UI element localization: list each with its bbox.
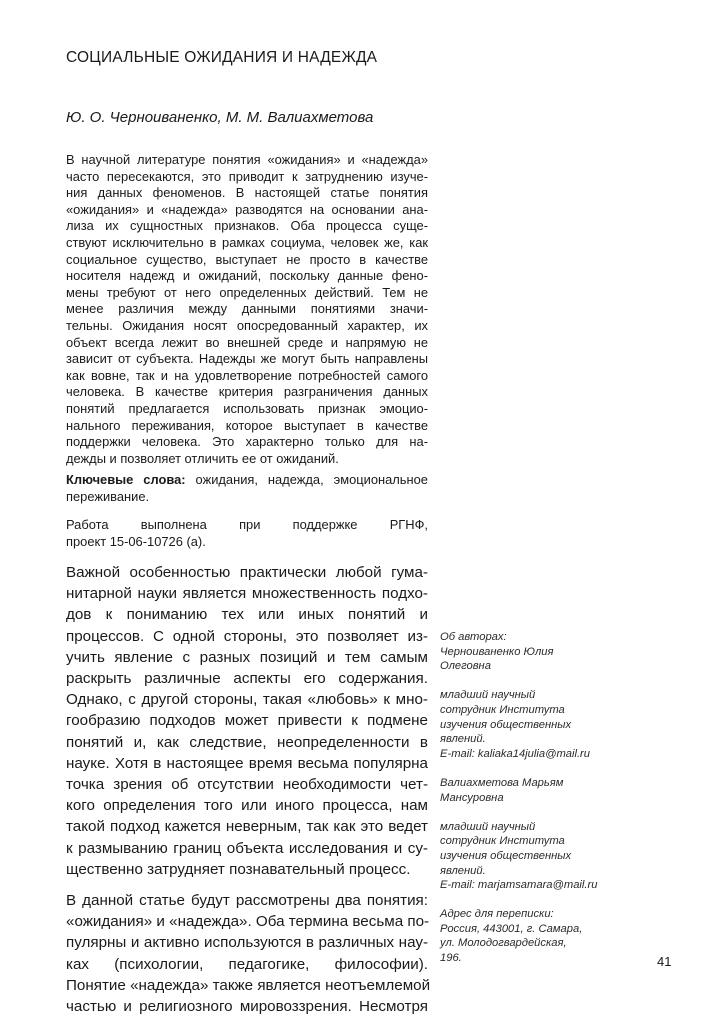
abstract-line: В научной литературе понятия «ожидания» и «надежда» (66, 152, 428, 167)
body-line: точка зрения об отсутствии необходимости чет- (66, 776, 428, 794)
abstract-line: ствуют исключительно в рамках социума, человек же, как (66, 234, 428, 250)
about-authors-label: Об авторах: (440, 631, 507, 643)
body-line: Однако, с другой стороны, такая «любовь» к мно- (66, 691, 428, 709)
body-line: понятий и, как следствие, неопределенности в (66, 733, 428, 751)
position-line: младший научный (440, 689, 536, 702)
author2-email[interactable]: E-mail: marjamsamara@mail.ru (440, 879, 598, 892)
abstract-line: носителя надежд и ожиданий, поскольку данные фено- (66, 268, 428, 284)
funding-word: при (239, 517, 261, 532)
body-line: кого определения того или иного процесса, нам (66, 797, 428, 815)
body-line: гообразию подходов может привести к подмене (66, 712, 428, 730)
author2-block (440, 776, 630, 805)
author2-name: Валиахметова Марьям (440, 776, 564, 789)
article-title: СОЦИАЛЬНЫЕ ОЖИДАНИЯ И НАДЕЖДА (66, 49, 378, 66)
body-line: Важной особенностью практически любой гума- (66, 564, 428, 581)
funding-word: поддержке (292, 517, 358, 532)
abstract-line: лиза их сущностных признаков. Оба процесса суще- (66, 218, 428, 234)
abstract-line: нального переживания, которое выступает в качестве (66, 417, 428, 433)
funding-word: выполнена (140, 517, 207, 532)
body-paragraph (66, 562, 428, 880)
body-line: ках (психологии, педагогике, философии). (66, 955, 428, 973)
address-line: 196. (440, 952, 462, 965)
abstract (66, 152, 428, 467)
body-line: пулярны и активно используются в различных нау- (66, 934, 428, 952)
keywords-text: ожидания, надежда, эмоциональное переживание. (66, 472, 428, 504)
funding-line-2: проект 15-06-10726 (а). (66, 533, 206, 549)
body-line: дов к пониманию тех или иных понятий и (66, 606, 428, 624)
position-line: сотрудник Института (440, 703, 565, 716)
abstract-line: часто пересекаются, это приводит к затруднению изуче- (66, 168, 428, 184)
abstract-line: объект всегда лежит во внешней среде и напрямую не (66, 334, 428, 350)
address-label: Адрес для переписки: (440, 908, 554, 921)
author1-position (440, 688, 630, 761)
funding-note (66, 517, 428, 550)
address-block (440, 907, 630, 965)
body-line: «ожидания» и «надежда». Оба термина весьма по- (66, 913, 430, 931)
abstract-line: дежды и позволяет отличить ее от ожиданий. (66, 450, 339, 466)
position-line: явлений. (440, 864, 486, 877)
body-line: к размыванию границ объекта исследования и су- (66, 839, 428, 857)
keywords (66, 472, 428, 505)
body-line: учить явление с разных позиций и тем самым (66, 648, 428, 666)
body-line: щественно затрудняет познавательный процесс. (66, 860, 411, 878)
position-line: изучения общественных (440, 849, 572, 862)
abstract-line: зависит от субъекта. Надежды же могут быть направлены (66, 351, 428, 367)
abstract-line: «ожидания» и «надежда» разводятся на основании ана- (66, 201, 428, 217)
abstract-line: социальное существо, выступает не просто в качестве (66, 251, 428, 267)
address-line: ул. Молодогвардейская, (440, 937, 567, 950)
body-line: В данной статье будут рассмотрены два понятия: (66, 892, 428, 910)
author1-name: Черноиваненко Юлия (440, 645, 554, 658)
position-line: изучения общественных (440, 718, 572, 731)
body-line: Понятие «надежда» также является неотъемлемой (66, 976, 431, 994)
abstract-line: менее различия между данными понятиями значи- (66, 301, 428, 317)
abstract-line: поддержки человека. Это характерно только для на- (66, 434, 428, 450)
author2-name: Мансуровна (440, 791, 504, 804)
author2-position (440, 820, 630, 893)
position-line: явлений. (440, 733, 486, 746)
author1-name: Олеговна (440, 660, 491, 673)
keywords-label: Ключевые слова: (66, 472, 186, 487)
address-line: Россия, 443001, г. Самара, (440, 922, 583, 935)
position-line: младший научный (440, 820, 536, 833)
abstract-line: ния данных феноменов. В настоящей статье понятия (66, 185, 428, 201)
abstract-line: понятий предлагается использовать признак эмоцио- (66, 400, 428, 416)
abstract-line: мены требуют от него определенных действий. Тем не (66, 284, 428, 300)
article-authors: Ю. О. Черноиваненко, М. М. Валиахметова (66, 109, 374, 126)
body-line: нитарной науки является множественность подхо- (66, 585, 428, 603)
author1-block (440, 630, 630, 674)
author1-email[interactable]: E-mail: kaliaka14julia@mail.ru (440, 747, 591, 760)
abstract-line: тельны. Ожидания носят опосредованный характер, их (66, 317, 428, 333)
abstract-line: человека. В качестве критерия разграничения данных (66, 384, 428, 400)
body-line: раскрыть различные аспекты его содержания. (66, 670, 428, 688)
body-line: такой подход кажется неверным, так как это ведет (66, 818, 428, 836)
funding-word: Работа (66, 517, 109, 532)
article-body (66, 562, 431, 1027)
abstract-line: как вовне, так и на удовлетворение потребностей самого (66, 367, 428, 383)
funding-line-1 (66, 517, 428, 534)
body-line: процессов. С одной стороны, это позволяет из- (66, 627, 428, 645)
page-number: 41 (657, 954, 672, 969)
position-line: сотрудник Института (440, 835, 565, 848)
funding-word: РГНФ, (389, 517, 428, 532)
author-info-sidebar (440, 630, 630, 980)
body-line: частью и религиозного мировоззрения. Несмотря (66, 998, 428, 1016)
body-line: науке. Хотя в настоящее время весьма популярна (66, 754, 428, 772)
body-paragraph (66, 890, 431, 1017)
